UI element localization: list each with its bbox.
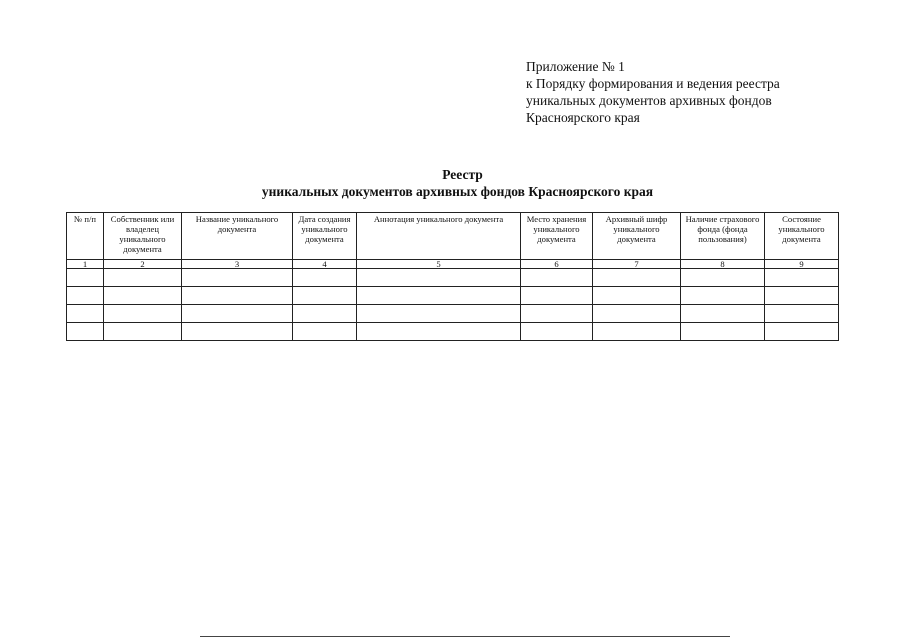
empty-cell (593, 269, 681, 287)
appendix-line: уникальных документов архивных фондов (526, 93, 772, 108)
empty-cell (182, 269, 293, 287)
empty-cell (765, 287, 839, 305)
empty-cell (293, 287, 357, 305)
empty-cell (681, 287, 765, 305)
empty-cell (182, 323, 293, 341)
empty-cell (681, 323, 765, 341)
column-number: 8 (681, 260, 765, 269)
column-header: Название уникального документа (182, 213, 293, 260)
empty-cell (357, 323, 521, 341)
empty-cell (593, 305, 681, 323)
column-header: Аннотация уникального документа (357, 213, 521, 260)
empty-cell (357, 287, 521, 305)
column-header: Архивный шифр уникального документа (593, 213, 681, 260)
column-header: Наличие страхового фонда (фонда пользования) (681, 213, 765, 260)
empty-cell (293, 323, 357, 341)
empty-cell (593, 287, 681, 305)
column-number: 2 (104, 260, 182, 269)
column-number: 1 (67, 260, 104, 269)
column-number: 9 (765, 260, 839, 269)
empty-cell (521, 305, 593, 323)
empty-cell (593, 323, 681, 341)
title-line-2: уникальных документов архивных фондов Красноярского края (261, 184, 654, 199)
empty-cell (182, 287, 293, 305)
column-header: Собственник или владелец уникального документа (104, 213, 182, 260)
empty-cell (293, 305, 357, 323)
empty-cell (104, 287, 182, 305)
empty-cell (765, 269, 839, 287)
empty-cell (521, 323, 593, 341)
registry-table (66, 212, 839, 341)
column-header: Состояние уникального документа (765, 213, 839, 260)
column-number: 3 (182, 260, 293, 269)
column-header: № п/п (67, 213, 104, 260)
empty-cell (67, 323, 104, 341)
empty-cell (521, 287, 593, 305)
empty-cell (104, 269, 182, 287)
page-edge-line (200, 636, 730, 637)
header-row (67, 213, 839, 260)
empty-cell (104, 323, 182, 341)
table-row (67, 287, 839, 305)
column-number: 5 (357, 260, 521, 269)
table-row (67, 323, 839, 341)
empty-cell (521, 269, 593, 287)
empty-cell (104, 305, 182, 323)
appendix-line: к Порядку формирования и ведения реестра (526, 76, 780, 91)
appendix-line: Красноярского края (526, 110, 640, 125)
empty-cell (67, 287, 104, 305)
empty-cell (765, 323, 839, 341)
document-title (0, 166, 905, 200)
column-number: 7 (593, 260, 681, 269)
column-number-row (67, 260, 839, 269)
empty-cell (182, 305, 293, 323)
column-number: 4 (293, 260, 357, 269)
column-number: 6 (521, 260, 593, 269)
appendix-note (526, 58, 780, 126)
empty-cell (293, 269, 357, 287)
column-header: Дата создания уникального документа (293, 213, 357, 260)
column-header: Место хранения уникального документа (521, 213, 593, 260)
empty-cell (67, 305, 104, 323)
table-row (67, 269, 839, 287)
empty-cell (357, 305, 521, 323)
appendix-line: Приложение № 1 (526, 59, 625, 74)
title-line-1: Реестр (442, 167, 483, 182)
empty-cell (681, 305, 765, 323)
table-row (67, 305, 839, 323)
empty-cell (67, 269, 104, 287)
empty-cell (681, 269, 765, 287)
empty-cell (357, 269, 521, 287)
empty-cell (765, 305, 839, 323)
